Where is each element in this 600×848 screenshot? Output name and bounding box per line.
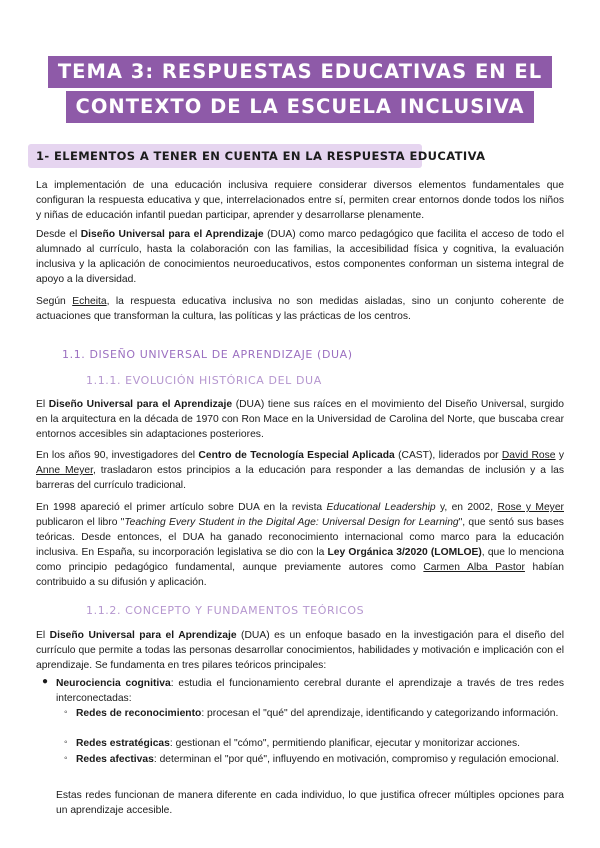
- bullet-disc: ●: [42, 676, 49, 687]
- concept-closing-paragraph: Estas redes funcionan de manera diferente en cada individuo, lo que justifica ofrecer múltiples opciones para un aprendizaje accesible.: [56, 790, 564, 816]
- author-link-david-rose[interactable]: David Rose: [501, 450, 556, 461]
- dua-term: Diseño Universal para el Aprendizaje: [49, 630, 237, 641]
- subsection-1-1-2-title: 1.1.2. CONCEPTO Y FUNDAMENTOS TEÓRICOS: [86, 604, 365, 617]
- text-span: En los años 90, investigadores del: [36, 450, 199, 461]
- text-span: ", que sentó sus bases teóricas. Desde entonces, el DUA ha ganado reconocimiento internacional como marco para la educación inclusiva. En España, su incorporación legislativa se dio con la: [36, 517, 564, 558]
- author-link-rose-meyer[interactable]: Rose y Meyer: [497, 502, 564, 513]
- subsection-1-1-title: 1.1. DISEÑO UNIVERSAL DE APRENDIZAJE (DUA): [62, 348, 353, 361]
- bullet-term: Redes afectivas: [76, 754, 154, 765]
- title-line-1: TEMA 3: RESPUESTAS EDUCATIVAS EN EL: [48, 56, 552, 88]
- dua-term: Diseño Universal para el Aprendizaje: [80, 229, 264, 240]
- bullet-term: Neurociencia cognitiva: [56, 678, 171, 689]
- intro-paragraph-2: [36, 227, 564, 287]
- text-span: El: [36, 399, 49, 410]
- text-span: El: [36, 630, 50, 641]
- text-span: Desde el: [36, 229, 81, 240]
- history-paragraph-2: [36, 448, 564, 493]
- bullet-term: Redes de reconocimiento: [76, 708, 202, 719]
- intro-paragraph-1: La implementación de una educación inclusiva requiere considerar diversos elementos fundamentales que configuran la respuesta educativa y que, interrelacionados entre sí, permiten crear entornos donde todos los niños y niñas de educación infantil puedan participar, aprender y desarrollarse plenamente.: [36, 180, 564, 221]
- document-title: [0, 56, 600, 123]
- cast-term: Centro de Tecnología Especial Aplicada: [198, 450, 395, 461]
- author-link-anne-meyer[interactable]: Anne Meyer: [36, 465, 93, 476]
- sub-bullet-circle: ◦: [64, 737, 68, 748]
- sub-bullet-circle: ◦: [64, 707, 68, 718]
- section-1-title: 1- ELEMENTOS A TENER EN CUENTA EN LA RESPUESTA EDUCATIVA: [36, 149, 486, 163]
- text-span: habían contribuido a su difusión y aplicación.: [36, 562, 564, 588]
- author-link-echeita[interactable]: Echeita: [72, 296, 107, 307]
- text-span: (DUA) como marco pedagógico que facilita el acceso de todo el alumnado al currículo, hasta la colaboración con las familias, la accesibilidad física y cognitiva, la evaluación inclusiva y la aplicación de conocimientos neuroeducativos, estos componentes conforman un sistema integral de apoyo a la diversidad.: [36, 229, 564, 285]
- intro-paragraph-3: [36, 294, 564, 324]
- text-span: : gestionan el "cómo", permitiendo planificar, ejecutar y monitorizar acciones.: [169, 738, 521, 749]
- sub-bullet-reconocimiento: [76, 706, 564, 721]
- bullet-term: Redes estratégicas: [76, 738, 170, 749]
- text-span: Según: [36, 296, 73, 307]
- subsection-1-1-1-title: 1.1.1. EVOLUCIÓN HISTÓRICA DEL DUA: [86, 374, 322, 387]
- text-span: (CAST), liderados por: [394, 450, 502, 461]
- law-term: Ley Orgánica 3/2020 (LOMLOE): [327, 547, 482, 558]
- text-span: , la respuesta educativa inclusiva no son medidas aisladas, sino un conjunto coherente de actuaciones que transforman la cultura, las políticas y las prácticas de los centros.: [36, 296, 564, 322]
- text-span: publicaron el libro ": [36, 517, 125, 528]
- text-span: (DUA) tiene sus raíces en el movimiento del Diseño Universal, surgido en la arquitectura en la década de 1970 con Ron Mace en la Universidad de Carolina del Norte, que buscaba crear entornos accesibles sin adaptaciones posteriores.: [36, 399, 564, 440]
- author-link-carmen-alba[interactable]: Carmen Alba Pastor: [423, 562, 525, 573]
- history-paragraph-1: [36, 397, 564, 442]
- bullet-neurociencia: [56, 676, 564, 706]
- title-line-2: CONTEXTO DE LA ESCUELA INCLUSIVA: [66, 91, 535, 123]
- sub-bullet-afectivas: [76, 752, 564, 767]
- history-paragraph-3: [36, 500, 564, 590]
- book-title: Teaching Every Student in the Digital Age: Universal Design for Learning: [124, 517, 459, 528]
- text-span: y: [555, 450, 565, 461]
- text-span: , que lo menciona como principio pedagógico fundamental, aunque previamente autores como: [36, 547, 564, 573]
- text-span: : estudia el funcionamiento cerebral durante el aprendizaje a través de tres redes interconectadas:: [56, 678, 565, 704]
- dua-term: Diseño Universal para el Aprendizaje: [48, 399, 233, 410]
- journal-title: Educational Leadership: [326, 502, 436, 513]
- concept-paragraph-1: [36, 628, 564, 673]
- text-span: , trasladaron estos principios a la educación para responder a las demandas de inclusión y a las barreras del currículo tradicional.: [36, 465, 564, 491]
- text-span: : determinan el "por qué", influyendo en motivación, compromiso y regulación emocional.: [153, 754, 559, 765]
- sub-bullet-circle: ◦: [64, 753, 68, 764]
- text-span: En 1998 apareció el primer artículo sobre DUA en la revista: [36, 502, 327, 513]
- sub-bullet-estrategicas: [76, 736, 564, 751]
- text-span: : procesan el "qué" del aprendizaje, identificando y categorizando información.: [201, 708, 559, 719]
- text-span: y, en 2002,: [435, 502, 498, 513]
- text-span: (DUA) es un enfoque basado en la investigación para el diseño del currículo que permite a todas las personas desarrollar conocimientos, habilidades y motivación e implicación con el aprendizaje. Se fundamenta en tres pilares teóricos principales:: [36, 630, 564, 671]
